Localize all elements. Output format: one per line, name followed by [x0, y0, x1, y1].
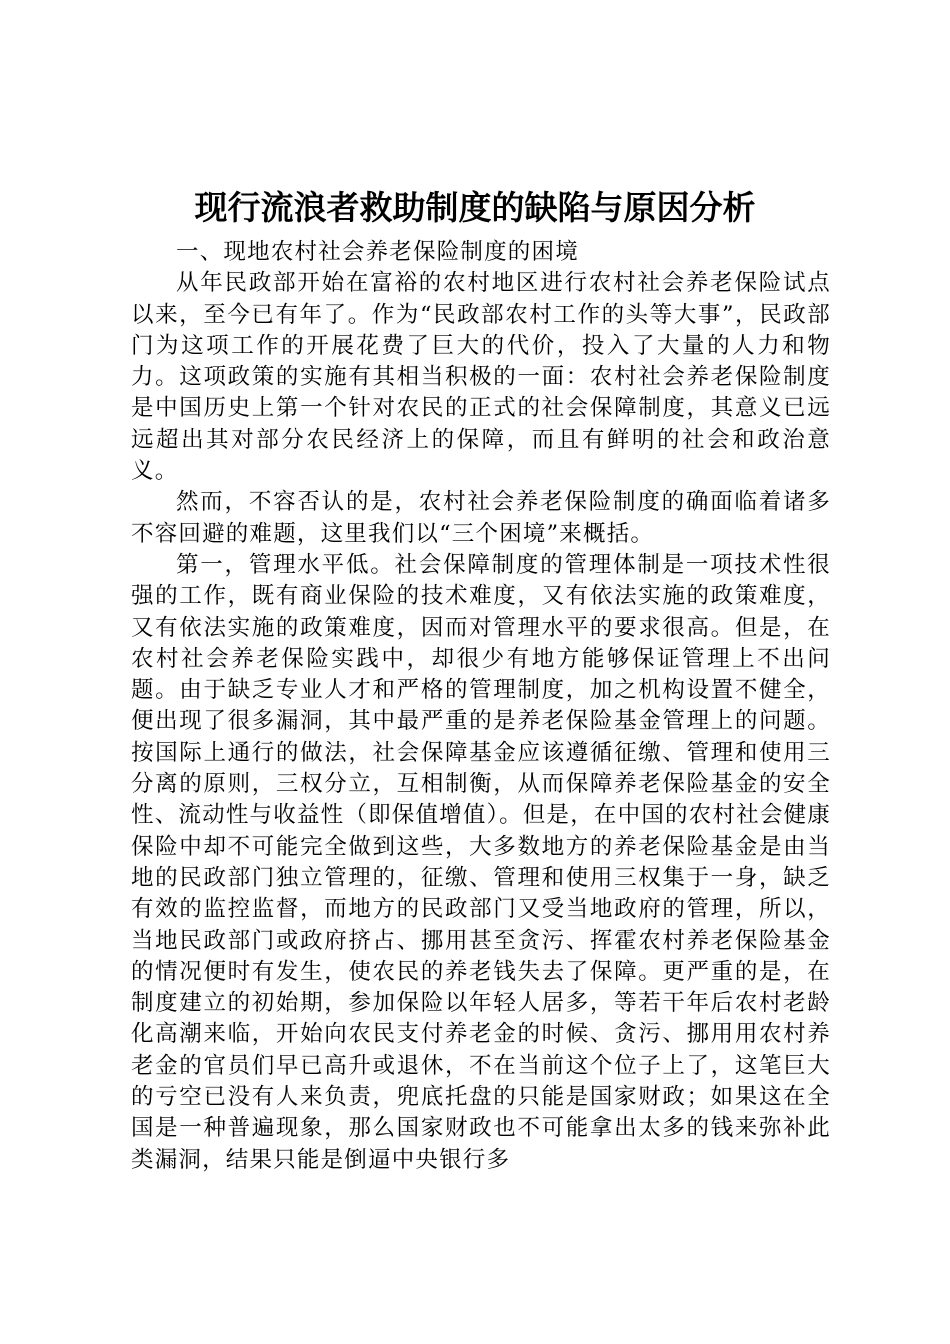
document-title: 现行流浪者救助制度的缺陷与原因分析 — [194, 188, 756, 227]
section-heading: 一、现地农村社会养老保险制度的困境 — [176, 239, 579, 265]
paragraph-3: 第一，管理水平低。社会保障制度的管理体制是一项技术性很强的工作，既有商业保险的技术难度，又有依法实施的政策难度，又有依法实施的政策难度，因而对管理水平的要求很高。但是，在农村社会养老保险实践中，却很少有地方能够保证管理上不出问题。由于缺乏专业人才和严格的管理制度，加之机构设置不健全，便出现了很多漏洞，其中最严重的是养老保险基金管理上的问题。按国际上通行的做法，社会保障基金应该遵循征缴、管理和使用三分离的原则，三权分立，互相制衡，从而保障养老保险基金的安全性、流动性与收益性（即保值增值）。但是，在中国的农村社会健康保险中却不可能完全做到这些，大多数地方的养老保险基金是由当地的民政部门独立管理的，征缴、管理和使用三权集于一身，缺乏有效的监控监督，而地方的民政部门又受当地政府的管理，所以，当地民政部门或政府挤占、挪用甚至贪污、挥霍农村养老保险基金的情况便时有发生，使农民的养老钱失去了保障。更严重的是，在制度建立的初始期，参加保险以年轻人居多，等若干年后农村老龄化高潮来临，开始向农民支付养老金的时候、贪污、挪用用农村养老金的官员们早已高升或退休，不在当前这个位子上了，这笔巨大的亏空已没有人来负责，兜底托盘的只能是国家财政；如果这在全国是一种普遍现象，那么国家财政也不可能拿出太多的钱来弥补此类漏洞，结果只能是倒逼中央银行多 — [131, 551, 831, 1173]
paragraph-1: 从年民政部开始在富裕的农村地区进行农村社会养老保险试点以来，至今已有年了。作为“民政部农村工作的头等大事”，民政部门为这项工作的开展花费了巨大的代价，投入了大量的人力和物力。这项政策的实施有其相当积极的一面：农村社会养老保险制度是中国历史上第一个针对农民的正式的社会保障制度，其意义已远远超出其对部分农民经济上的保障，而且有鲜明的社会和政治意义。 — [131, 270, 831, 485]
document-body — [131, 237, 831, 1176]
paragraph-2: 然而，不容否认的是，农村社会养老保险制度的确面临着诸多不容回避的难题，这里我们以“三个困境”来概括。 — [131, 489, 831, 547]
